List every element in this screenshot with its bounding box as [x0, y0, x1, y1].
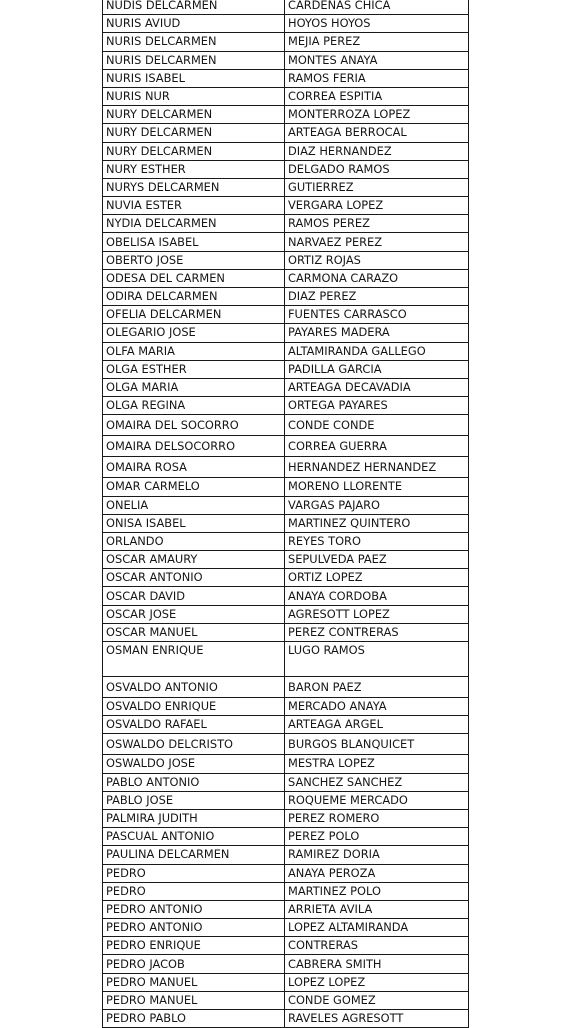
table-row [103, 623, 469, 641]
first-names-cell: NURY ESTHER [103, 160, 285, 178]
table-row [103, 716, 469, 734]
first-names-cell: ORLANDO [103, 532, 285, 550]
table-row [103, 160, 469, 178]
first-names-cell: OSCAR MANUEL [103, 623, 285, 641]
names-table [102, 0, 469, 1028]
last-names-cell: VERGARA LOPEZ [285, 197, 469, 215]
last-names-cell: VARGAS PAJARO [285, 496, 469, 514]
last-names-cell: MEJIA PEREZ [285, 33, 469, 51]
last-names-cell: ANAYA PEROZA [285, 864, 469, 882]
table-row [103, 587, 469, 605]
table-row [103, 569, 469, 587]
table-row [103, 828, 469, 846]
table-row [103, 864, 469, 882]
table-row [103, 87, 469, 105]
last-names-cell: CONDE GOMEZ [285, 991, 469, 1009]
first-names-cell: OSCAR JOSE [103, 605, 285, 623]
table-row [103, 478, 469, 496]
first-names-cell: OMAIRA ROSA [103, 457, 285, 478]
table-row [103, 0, 469, 15]
table-row [103, 677, 469, 698]
first-names-cell: OLGA ESTHER [103, 360, 285, 378]
last-names-cell: FUENTES CARRASCO [285, 306, 469, 324]
table-row [103, 288, 469, 306]
first-names-cell: PABLO JOSE [103, 791, 285, 809]
table-row [103, 514, 469, 532]
first-names-cell: ONELIA [103, 496, 285, 514]
first-names-cell: OBELISA ISABEL [103, 233, 285, 251]
first-names-cell: PEDRO [103, 882, 285, 900]
table-row [103, 378, 469, 396]
table-row [103, 900, 469, 918]
last-names-cell: ARTEAGA ARGEL [285, 716, 469, 734]
first-names-cell: OSCAR DAVID [103, 587, 285, 605]
first-names-cell: OSVALDO RAFAEL [103, 716, 285, 734]
last-names-cell: AGRESOTT LOPEZ [285, 605, 469, 623]
table-row [103, 551, 469, 569]
table-row [103, 124, 469, 142]
table-row [103, 69, 469, 87]
first-names-cell: PASCUAL ANTONIO [103, 828, 285, 846]
last-names-cell: ARTEAGA DECAVADIA [285, 378, 469, 396]
first-names-cell: NURIS NUR [103, 87, 285, 105]
table-row [103, 937, 469, 955]
last-names-cell: PEREZ CONTRERAS [285, 623, 469, 641]
table-row [103, 436, 469, 457]
table-row [103, 106, 469, 124]
first-names-cell: NURY DELCARMEN [103, 142, 285, 160]
first-names-cell: OLGA REGINA [103, 397, 285, 415]
last-names-cell: MORENO LLORENTE [285, 478, 469, 496]
table-row [103, 342, 469, 360]
last-names-cell: HERNANDEZ HERNANDEZ [285, 457, 469, 478]
first-names-cell: PEDRO PABLO [103, 1010, 285, 1028]
table-row [103, 809, 469, 827]
last-names-cell: ORTEGA PAYARES [285, 397, 469, 415]
first-names-cell: OSCAR AMAURY [103, 551, 285, 569]
table-row [103, 991, 469, 1009]
table-row [103, 142, 469, 160]
table-row [103, 360, 469, 378]
first-names-cell: OFELIA DELCARMEN [103, 306, 285, 324]
first-names-cell: OMAIRA DEL SOCORRO [103, 415, 285, 436]
first-names-cell: OSWALDO JOSE [103, 755, 285, 773]
table-row [103, 882, 469, 900]
first-names-cell: NUVIA ESTER [103, 197, 285, 215]
last-names-cell: PAYARES MADERA [285, 324, 469, 342]
last-names-cell: MONTERROZA LOPEZ [285, 106, 469, 124]
first-names-cell: NURIS ISABEL [103, 69, 285, 87]
last-names-cell: BURGOS BLANQUICET [285, 734, 469, 755]
table-row [103, 178, 469, 196]
last-names-cell: SANCHEZ SANCHEZ [285, 773, 469, 791]
last-names-cell: ARRIETA AVILA [285, 900, 469, 918]
first-names-cell: OMAR CARMELO [103, 478, 285, 496]
first-names-cell: PAULINA DELCARMEN [103, 846, 285, 864]
table-row [103, 532, 469, 550]
last-names-cell: ROQUEME MERCADO [285, 791, 469, 809]
last-names-cell: DIAZ HERNANDEZ [285, 142, 469, 160]
last-names-cell: MARTINEZ QUINTERO [285, 514, 469, 532]
first-names-cell: PEDRO ANTONIO [103, 900, 285, 918]
first-names-cell: OSMAN ENRIQUE [103, 642, 285, 677]
first-names-cell: PEDRO MANUEL [103, 991, 285, 1009]
table-row [103, 397, 469, 415]
first-names-cell: ONISA ISABEL [103, 514, 285, 532]
last-names-cell: PADILLA GARCIA [285, 360, 469, 378]
last-names-cell: CABRERA SMITH [285, 955, 469, 973]
last-names-cell: RAMIREZ DORIA [285, 846, 469, 864]
table-row [103, 755, 469, 773]
first-names-cell: OSVALDO ANTONIO [103, 677, 285, 698]
first-names-cell: OBERTO JOSE [103, 251, 285, 269]
table-row [103, 415, 469, 436]
table-row [103, 642, 469, 677]
last-names-cell: LOPEZ LOPEZ [285, 973, 469, 991]
last-names-cell: CONDE CONDE [285, 415, 469, 436]
last-names-cell: CONTRERAS [285, 937, 469, 955]
last-names-cell: RAVELES AGRESOTT [285, 1010, 469, 1028]
last-names-cell: DIAZ PEREZ [285, 288, 469, 306]
last-names-cell: MESTRA LOPEZ [285, 755, 469, 773]
table-row [103, 919, 469, 937]
last-names-cell: CORREA ESPITIA [285, 87, 469, 105]
last-names-cell: PEREZ ROMERO [285, 809, 469, 827]
table-row [103, 791, 469, 809]
first-names-cell: OSVALDO ENRIQUE [103, 698, 285, 716]
table-row [103, 496, 469, 514]
table-row [103, 324, 469, 342]
table-row [103, 457, 469, 478]
table-row [103, 846, 469, 864]
table-row [103, 973, 469, 991]
table-row [103, 773, 469, 791]
first-names-cell: NUDIS DELCARMEN [103, 0, 285, 15]
table-row [103, 51, 469, 69]
first-names-cell: OSCAR ANTONIO [103, 569, 285, 587]
first-names-cell: ODIRA DELCARMEN [103, 288, 285, 306]
first-names-cell: PALMIRA JUDITH [103, 809, 285, 827]
table-row [103, 233, 469, 251]
table-row [103, 955, 469, 973]
last-names-cell: CORREA GUERRA [285, 436, 469, 457]
first-names-cell: ODESA DEL CARMEN [103, 269, 285, 287]
first-names-cell: NURIS DELCARMEN [103, 51, 285, 69]
last-names-cell: MONTES ANAYA [285, 51, 469, 69]
last-names-cell: CARMONA CARAZO [285, 269, 469, 287]
last-names-cell: ORTIZ ROJAS [285, 251, 469, 269]
last-names-cell: RAMOS FERIA [285, 69, 469, 87]
last-names-cell: ARTEAGA BERROCAL [285, 124, 469, 142]
first-names-cell: OMAIRA DELSOCORRO [103, 436, 285, 457]
first-names-cell: OSWALDO DELCRISTO [103, 734, 285, 755]
table-row [103, 1010, 469, 1028]
last-names-cell: ORTIZ LOPEZ [285, 569, 469, 587]
table-row [103, 251, 469, 269]
last-names-cell: LOPEZ ALTAMIRANDA [285, 919, 469, 937]
last-names-cell: LUGO RAMOS [285, 642, 469, 677]
first-names-cell: NURY DELCARMEN [103, 106, 285, 124]
last-names-cell: MERCADO ANAYA [285, 698, 469, 716]
table-row [103, 306, 469, 324]
last-names-cell: PEREZ POLO [285, 828, 469, 846]
last-names-cell: SEPULVEDA PAEZ [285, 551, 469, 569]
last-names-cell: CARDENAS CHICA [285, 0, 469, 15]
last-names-cell: RAMOS PEREZ [285, 215, 469, 233]
first-names-cell: NURYS DELCARMEN [103, 178, 285, 196]
last-names-cell: DELGADO RAMOS [285, 160, 469, 178]
first-names-cell: PEDRO ANTONIO [103, 919, 285, 937]
table-row [103, 269, 469, 287]
first-names-cell: PEDRO JACOB [103, 955, 285, 973]
first-names-cell: PABLO ANTONIO [103, 773, 285, 791]
table-row [103, 734, 469, 755]
last-names-cell: REYES TORO [285, 532, 469, 550]
first-names-cell: NURIS AVIUD [103, 15, 285, 33]
first-names-cell: NURY DELCARMEN [103, 124, 285, 142]
table-row [103, 605, 469, 623]
table-row [103, 197, 469, 215]
last-names-cell: NARVAEZ PEREZ [285, 233, 469, 251]
last-names-cell: ALTAMIRANDA GALLEGO [285, 342, 469, 360]
names-table-body [103, 0, 469, 1028]
table-row [103, 33, 469, 51]
first-names-cell: OLEGARIO JOSE [103, 324, 285, 342]
last-names-cell: MARTINEZ POLO [285, 882, 469, 900]
table-row [103, 215, 469, 233]
last-names-cell: BARON PAEZ [285, 677, 469, 698]
first-names-cell: OLFA MARIA [103, 342, 285, 360]
first-names-cell: PEDRO ENRIQUE [103, 937, 285, 955]
first-names-cell: NYDIA DELCARMEN [103, 215, 285, 233]
last-names-cell: ANAYA CORDOBA [285, 587, 469, 605]
table-row [103, 698, 469, 716]
last-names-cell: GUTIERREZ [285, 178, 469, 196]
last-names-cell: HOYOS HOYOS [285, 15, 469, 33]
first-names-cell: OLGA MARIA [103, 378, 285, 396]
first-names-cell: NURIS DELCARMEN [103, 33, 285, 51]
first-names-cell: PEDRO MANUEL [103, 973, 285, 991]
first-names-cell: PEDRO [103, 864, 285, 882]
table-row [103, 15, 469, 33]
